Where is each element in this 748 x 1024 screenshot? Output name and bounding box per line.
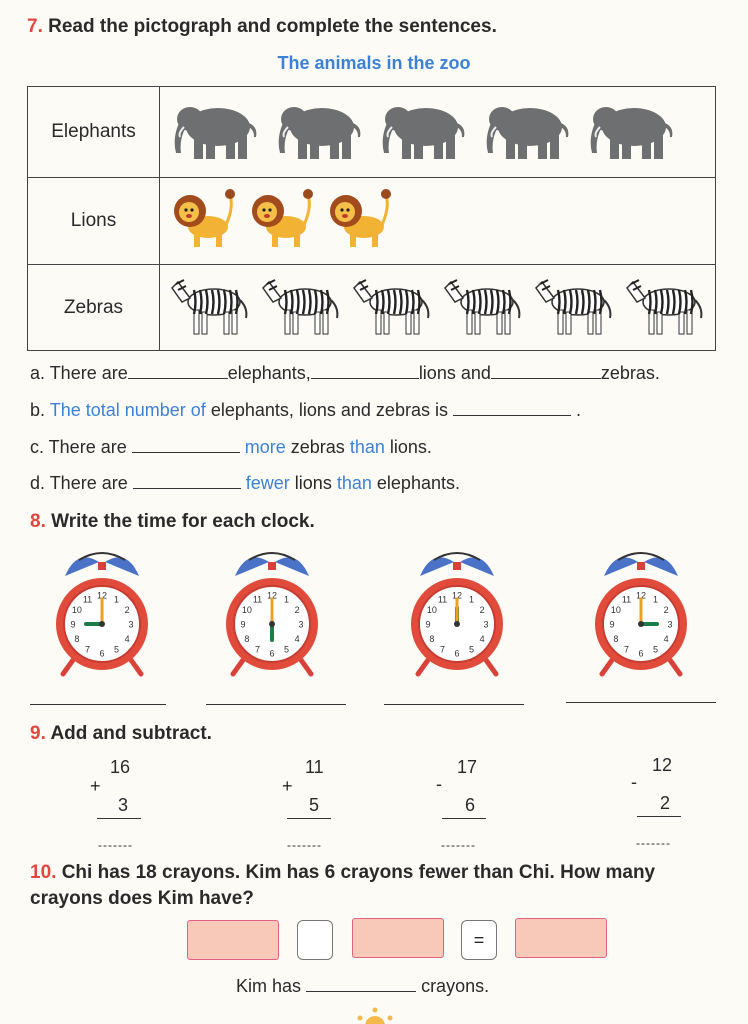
q9-title: Add and subtract.	[50, 723, 212, 744]
q10-answer-lead: Kim has	[236, 976, 302, 996]
q10-number: 10.	[30, 862, 57, 883]
clock-numeral: 10	[426, 605, 437, 615]
problem-2-answer[interactable]: -------	[287, 838, 322, 852]
sun-decoration-icon	[350, 1004, 400, 1024]
elephant-icons	[168, 97, 714, 168]
q7-number: 7.	[27, 16, 43, 37]
clock-numeral: 12	[96, 590, 108, 601]
sentence-d-lead: d. There are	[30, 473, 128, 493]
clock-numeral: 11	[82, 594, 93, 605]
problem-3-answer[interactable]: -------	[441, 838, 476, 852]
blank-c[interactable]	[132, 452, 240, 453]
problem-4-top: 12	[652, 755, 673, 775]
clock-numeral: 1	[652, 594, 659, 605]
problem-4-bottom: 2	[660, 793, 671, 813]
clock-numeral: 5	[652, 644, 659, 655]
elephant-icon	[272, 97, 368, 168]
clock-numeral: 6	[638, 648, 644, 659]
clock-numeral: 8	[74, 634, 80, 644]
sentence-d-end: elephants.	[376, 473, 460, 493]
operator-box[interactable]	[297, 920, 333, 960]
time-blank-3[interactable]	[384, 704, 524, 705]
sentence-b-lead: b.	[30, 400, 46, 420]
clock-numeral: 1	[283, 594, 290, 605]
clock-numeral: 3	[128, 619, 134, 630]
q10-answer-sentence	[236, 976, 489, 997]
clock-numeral: 3	[298, 619, 304, 630]
clock-numeral: 6	[99, 648, 105, 659]
problem-2-bottom: 5	[309, 795, 320, 815]
equation-box-2[interactable]	[352, 918, 444, 958]
elephant-icon	[480, 97, 576, 168]
pictograph-title: The animals in the zoo	[277, 53, 471, 73]
clock-numeral: 9	[70, 619, 76, 630]
sentence-c-keyword1: more	[244, 437, 286, 457]
clock-numeral: 6	[269, 648, 275, 659]
clock-numeral: 5	[283, 644, 290, 655]
clock-numeral: 4	[479, 634, 485, 644]
sentence-d	[30, 473, 460, 494]
clock-numeral: 4	[663, 634, 669, 644]
clock-numeral: 2	[663, 605, 669, 615]
elephant-icon	[376, 97, 472, 168]
pictograph-row-elephants	[28, 87, 716, 178]
q8-heading	[30, 511, 315, 533]
blank-a1[interactable]	[128, 378, 228, 379]
sentence-b	[30, 400, 581, 421]
clock-numeral: 8	[244, 634, 250, 644]
equation-box-result[interactable]	[515, 918, 607, 958]
alarm-clock-3	[402, 548, 512, 680]
sentence-c	[30, 437, 432, 458]
problem-4-operator: -	[631, 772, 637, 792]
sentence-a-word3: zebras.	[600, 363, 660, 383]
problem-2-top: 11	[305, 757, 324, 777]
sentence-b-keyword: The total number of	[49, 400, 206, 420]
sentence-d-keyword2: than	[336, 473, 372, 493]
blank-a3[interactable]	[491, 378, 601, 379]
clock-numeral: 7	[254, 644, 261, 655]
pictograph-row-lions	[28, 178, 716, 265]
problem-1-bottom: 3	[118, 795, 129, 815]
q7-title: Read the pictograph and complete the sentences.	[48, 16, 497, 37]
blank-b[interactable]	[453, 415, 571, 416]
q10-answer-blank[interactable]	[306, 991, 416, 992]
clock-numeral: 5	[468, 644, 475, 655]
problem-1-rule	[97, 818, 141, 819]
problem-2-operator: +	[282, 776, 293, 796]
alarm-clock-2	[217, 548, 327, 680]
zebra-icon	[168, 272, 252, 343]
elephant-icon	[168, 97, 264, 168]
clock-numeral: 8	[429, 634, 435, 644]
q8-title: Write the time for each clock.	[51, 511, 315, 532]
sentence-a-word2: lions and	[418, 363, 491, 383]
clock-numeral: 8	[613, 634, 619, 644]
problem-3-rule	[442, 818, 486, 819]
problem-4-answer[interactable]: -------	[636, 836, 671, 850]
q7-heading	[27, 16, 497, 38]
zebra-icon	[350, 272, 434, 343]
clock-numeral: 3	[667, 619, 673, 630]
clock-numeral: 4	[124, 634, 130, 644]
elephant-icon	[584, 97, 680, 168]
sentence-c-keyword2: than	[349, 437, 385, 457]
clock-numeral: 5	[113, 644, 120, 655]
zebra-icons	[168, 272, 714, 343]
clock-numeral: 4	[294, 634, 300, 644]
problem-4-rule	[637, 816, 681, 817]
blank-a2[interactable]	[311, 378, 419, 379]
sentence-c-lead: c. There are	[30, 437, 127, 457]
zebra-icon	[623, 272, 707, 343]
q9-heading	[30, 723, 212, 745]
clock-numeral: 11	[621, 594, 632, 605]
row-label-elephants: Elephants	[28, 87, 160, 178]
zebra-icon	[532, 272, 616, 343]
row-label-zebras: Zebras	[28, 265, 160, 351]
sentence-a	[30, 363, 660, 384]
time-blank-1[interactable]	[30, 704, 166, 705]
lion-icon	[246, 187, 318, 256]
clock-numeral: 10	[610, 605, 621, 615]
time-blank-2[interactable]	[206, 704, 346, 705]
clock-numeral: 2	[479, 605, 485, 615]
clock-numeral: 9	[425, 619, 431, 630]
problem-3-top: 17	[457, 757, 478, 777]
clock-numeral: 12	[451, 590, 463, 601]
problem-3-operator: -	[436, 774, 442, 794]
q10-heading	[30, 860, 725, 912]
problem-1-answer[interactable]: -------	[98, 838, 133, 852]
sentence-a-lead: a. There are	[30, 363, 128, 383]
q8-number: 8.	[30, 511, 46, 532]
clock-numeral: 12	[266, 590, 278, 601]
sentence-a-word1: elephants,	[227, 363, 311, 383]
lion-icon	[324, 187, 396, 256]
blank-d[interactable]	[133, 488, 241, 489]
alarm-clock-1	[47, 548, 157, 680]
equals-sign: =	[461, 920, 497, 960]
problem-1-operator: +	[90, 776, 101, 796]
alarm-clock-4	[586, 548, 696, 680]
sentence-d-keyword1: fewer	[245, 473, 290, 493]
sentence-c-end: lions.	[389, 437, 432, 457]
problem-1-top: 16	[110, 757, 131, 777]
problem-2-rule	[287, 818, 331, 819]
clock-numeral: 9	[609, 619, 615, 630]
sentence-d-mid: lions	[294, 473, 332, 493]
sentence-b-end: .	[576, 400, 582, 420]
row-label-lions: Lions	[28, 178, 160, 265]
clock-numeral: 12	[635, 590, 647, 601]
zebra-icon	[441, 272, 525, 343]
lion-icon	[168, 187, 240, 256]
clock-numeral: 11	[437, 594, 448, 605]
q9-number: 9.	[30, 723, 46, 744]
zebra-icon	[259, 272, 343, 343]
clock-numeral: 7	[439, 644, 446, 655]
q10-title: Chi has 18 crayons. Kim has 6 crayons fewer than Chi. How many crayons does Kim have?	[30, 862, 656, 909]
pictograph-table	[27, 86, 716, 351]
clock-numeral: 7	[84, 644, 91, 655]
clock-numeral: 7	[623, 644, 630, 655]
clock-numeral: 1	[468, 594, 475, 605]
lion-icons	[168, 187, 714, 256]
problem-3-bottom: 6	[465, 795, 476, 815]
clock-numeral: 11	[252, 594, 263, 605]
clock-numeral: 3	[483, 619, 489, 630]
clock-numeral: 2	[124, 605, 130, 615]
clock-numeral: 10	[71, 605, 82, 615]
clock-numeral: 10	[241, 605, 252, 615]
clock-numeral: 6	[454, 648, 460, 659]
clock-numeral: 9	[240, 619, 246, 630]
clock-numeral: 1	[113, 594, 120, 605]
pictograph-row-zebras	[28, 265, 716, 351]
equation-box-1[interactable]	[187, 920, 279, 960]
clock-numeral: 2	[294, 605, 300, 615]
time-blank-4[interactable]	[566, 702, 716, 703]
sentence-c-mid: zebras	[290, 437, 345, 457]
sentence-b-text: elephants, lions and zebras is	[210, 400, 448, 420]
q10-answer-end: crayons.	[421, 976, 490, 996]
